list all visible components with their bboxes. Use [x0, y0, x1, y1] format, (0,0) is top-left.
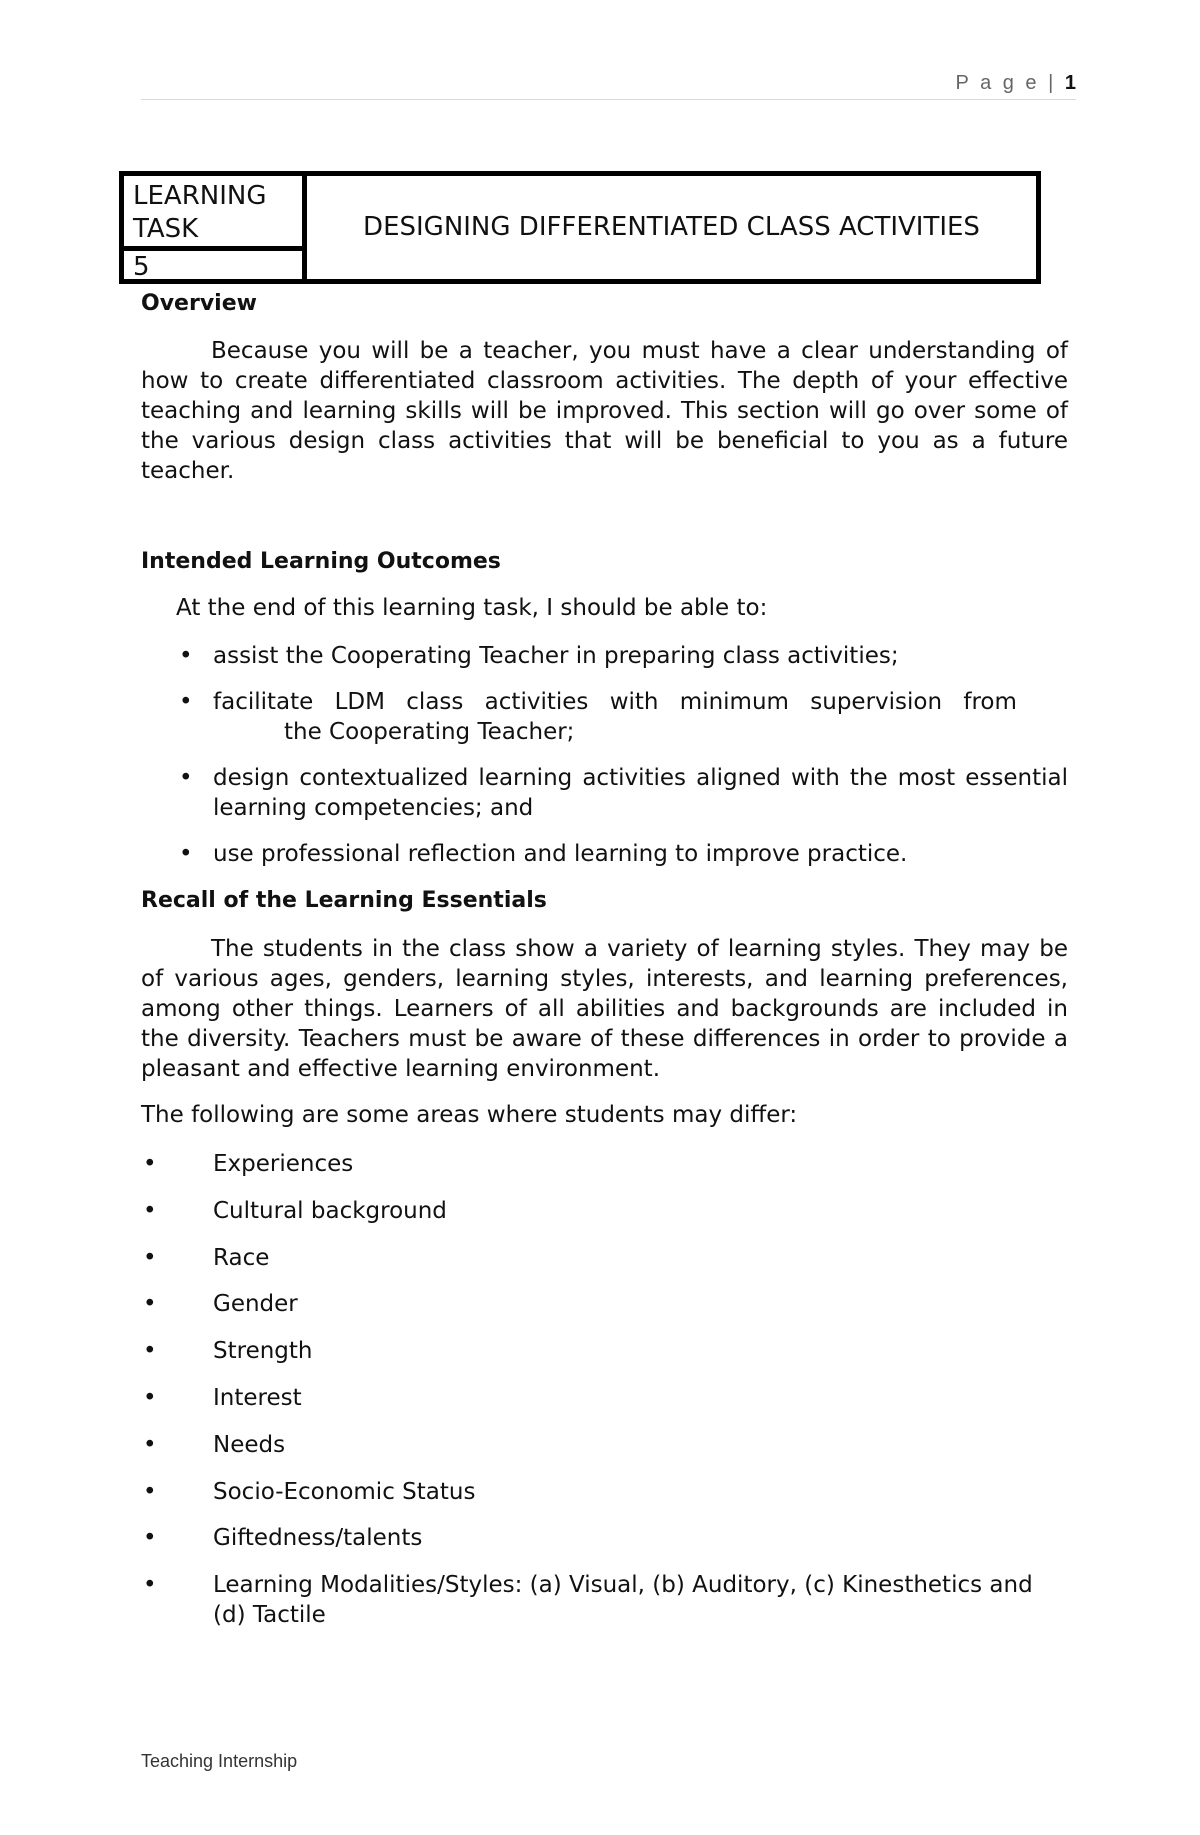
recall-paragraph: The students in the class show a variety of learning styles. They may be of various ages, genders, learning styles, interests, and learning preferences, among other things. Learners of all abilities and backgrounds are included in the diversity. Teachers must be aware of these differences in order to provide a pleasant and effective learning environment.	[141, 936, 1068, 1082]
area-item: • Giftedness/talents	[143, 1525, 423, 1551]
areas-lead: The following are some areas where students may differ:	[141, 1102, 798, 1128]
bullet-icon: •	[179, 841, 193, 867]
outcome-item: • assist the Cooperating Teacher in preparing class activities;	[179, 643, 899, 669]
task-label: LEARNING TASK	[124, 176, 307, 251]
recall-heading: Recall of the Learning Essentials	[141, 888, 547, 913]
outcome-item: • design contextualized learning activities aligned with the most essential learning competencies; and	[179, 765, 1068, 821]
overview-heading: Overview	[141, 291, 257, 316]
learning-task-box	[119, 171, 1041, 284]
page-number: 1	[1064, 72, 1076, 94]
page-label: P a g e |	[955, 72, 1057, 94]
bullet-icon: •	[143, 1291, 157, 1317]
bullet-icon: •	[179, 689, 193, 715]
bullet-icon: •	[179, 765, 193, 791]
area-item: • Gender	[143, 1291, 298, 1317]
bullet-icon: •	[143, 1245, 157, 1271]
page-header	[141, 72, 1076, 95]
bullet-icon: •	[143, 1525, 157, 1551]
outcome-item: • facilitate LDM class activities with minimum supervision from the Cooperating Teacher;	[179, 689, 1017, 745]
bullet-icon: •	[143, 1432, 157, 1458]
bullet-icon: •	[143, 1572, 157, 1598]
area-item: • Interest	[143, 1385, 302, 1411]
bullet-icon: •	[179, 643, 193, 669]
area-item: • Learning Modalities/Styles: (a) Visual, (b) Auditory, (c) Kinesthetics and (d) Tactile	[143, 1572, 1033, 1628]
area-item: • Cultural background	[143, 1198, 447, 1224]
bullet-icon: •	[143, 1151, 157, 1177]
footer-text: Teaching Internship	[141, 1751, 298, 1771]
area-item: • Experiences	[143, 1151, 354, 1177]
area-item: • Strength	[143, 1338, 313, 1364]
bullet-icon: •	[143, 1338, 157, 1364]
outcome-item: • use professional reflection and learning to improve practice.	[179, 841, 908, 867]
bullet-icon: •	[143, 1198, 157, 1224]
area-item: • Needs	[143, 1432, 286, 1458]
bullet-icon: •	[143, 1385, 157, 1411]
area-item: • Socio-Economic Status	[143, 1479, 476, 1505]
header-divider	[141, 99, 1076, 100]
outcomes-intro: At the end of this learning task, I should be able to:	[176, 595, 768, 621]
task-title: DESIGNING DIFFERENTIATED CLASS ACTIVITIES	[363, 212, 980, 242]
overview-paragraph: Because you will be a teacher, you must have a clear understanding of how to create differentiated classroom activities. The depth of your effective teaching and learning skills will be improved. This section will go over some of the various design class activities that will be beneficial to you as a future teacher.	[141, 338, 1068, 484]
task-number: 5	[124, 251, 307, 284]
bullet-icon: •	[143, 1479, 157, 1505]
area-item: • Race	[143, 1245, 270, 1271]
outcomes-heading: Intended Learning Outcomes	[141, 549, 501, 574]
